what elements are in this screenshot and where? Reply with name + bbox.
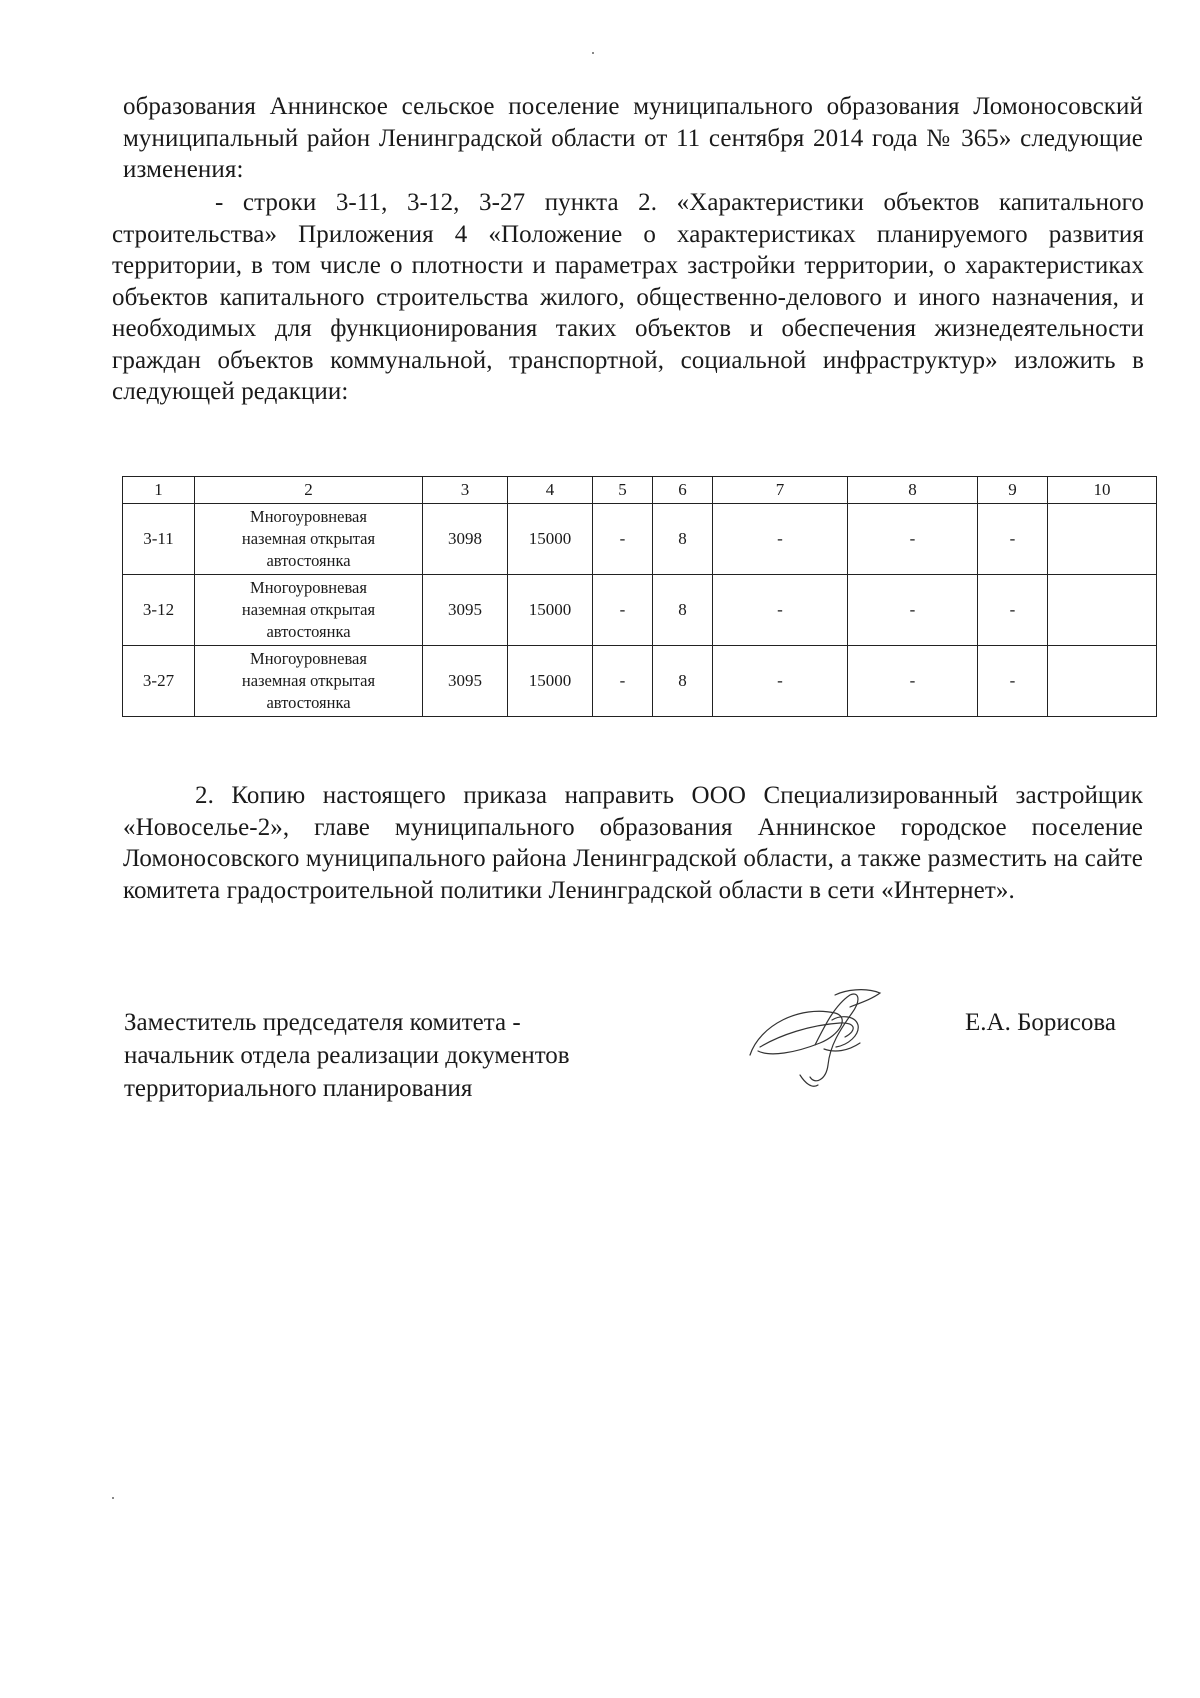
table-header-cell: 1 — [123, 477, 195, 504]
table-header-cell: 5 — [593, 477, 653, 504]
handwritten-signature — [740, 985, 900, 1095]
table-cell — [1048, 575, 1157, 646]
table-cell-object-name — [195, 504, 423, 575]
object-name-line: наземная открытая — [241, 600, 376, 619]
table-cell: 15000 — [508, 575, 593, 646]
paragraph-3 — [123, 780, 1143, 906]
table-cell: - — [593, 575, 653, 646]
table-cell: 3095 — [423, 646, 508, 717]
table-header-cell: 6 — [653, 477, 713, 504]
table-cell: - — [848, 504, 978, 575]
signatory-title-line: Заместитель председателя комитета - — [124, 1009, 521, 1036]
table-cell: - — [713, 646, 848, 717]
paragraph-3-text: 2. Копию настоящего приказа направить ООО Специализированный застройщик «Новоселье-2», главе муниципального образования Аннинское городское поселение Ломоносовского муниципального района Ленинградской области, а также разместить на сайте комитета градостроительной политики Ленинградской области в сети «Интернет». — [123, 782, 1143, 904]
table-header-cell: 7 — [713, 477, 848, 504]
table-header-cell: 2 — [195, 477, 423, 504]
table-row — [123, 646, 1157, 717]
object-name-line: автостоянка — [266, 693, 351, 712]
object-name-line: Многоуровневая — [250, 578, 367, 597]
object-name-line: автостоянка — [266, 551, 351, 570]
table-cell: - — [713, 575, 848, 646]
table-cell — [1048, 646, 1157, 717]
scan-speck — [112, 1497, 114, 1499]
table-cell: - — [713, 504, 848, 575]
table-cell: 15000 — [508, 646, 593, 717]
paragraph-2-text: - строки 3-11, 3-12, 3-27 пункта 2. «Характеристики объектов капитального строительства» Приложения 4 «Положение о характеристиках планируемого развития территории, в том числе о плотности и параметрах застройки территории, о характеристиках объектов капитального строительства жилого, общественно-делового и иного назначения, и необходимых для функционирования таких объектов и обеспечения жизнедеятельности граждан объектов коммунальной, транспортной, социальной инфраструктур» изложить в следующей редакции: — [112, 189, 1144, 405]
signatory-name: Е.А. Борисова — [965, 1009, 1116, 1036]
object-name-line: автостоянка — [266, 622, 351, 641]
table-cell-object-name — [195, 575, 423, 646]
object-name-line: Многоуровневая — [250, 649, 367, 668]
table-cell: 15000 — [508, 504, 593, 575]
table-cell: - — [848, 646, 978, 717]
table-cell: - — [978, 504, 1048, 575]
table-cell: 8 — [653, 504, 713, 575]
table-cell: - — [848, 575, 978, 646]
object-name-line: наземная открытая — [241, 671, 376, 690]
table-header-cell: 4 — [508, 477, 593, 504]
table-cell — [1048, 504, 1157, 575]
scan-speck — [592, 52, 594, 54]
object-name-line: Многоуровневая — [250, 507, 367, 526]
table-header-cell: 3 — [423, 477, 508, 504]
paragraph-1-text: образования Аннинское сельское поселение муниципального образования Ломоносовский муниципальный район Ленинградской области от 11 сентября 2014 года № 365» следующие изменения: — [123, 93, 1143, 183]
table-cell-object-name — [195, 646, 423, 717]
table-row — [123, 575, 1157, 646]
table-header-cell: 8 — [848, 477, 978, 504]
table-cell: 3095 — [423, 575, 508, 646]
signatory-title — [124, 1006, 570, 1105]
table-cell: - — [978, 646, 1048, 717]
table-cell: - — [978, 575, 1048, 646]
table-cell: - — [593, 646, 653, 717]
table-cell: 8 — [653, 575, 713, 646]
signatory-title-line: начальник отдела реализации документов — [124, 1042, 570, 1069]
amendment-table — [122, 476, 1157, 717]
table-cell: 3-27 — [123, 646, 195, 717]
paragraph-2 — [112, 187, 1144, 408]
table-cell: - — [593, 504, 653, 575]
table-row — [123, 504, 1157, 575]
paragraph-1 — [123, 91, 1143, 186]
table-header-cell: 9 — [978, 477, 1048, 504]
table-header-row — [123, 477, 1157, 504]
table-cell: 3-11 — [123, 504, 195, 575]
table-cell: 3098 — [423, 504, 508, 575]
table-cell: 8 — [653, 646, 713, 717]
table-cell: 3-12 — [123, 575, 195, 646]
signatory-title-line: территориального планирования — [124, 1075, 473, 1102]
object-name-line: наземная открытая — [241, 529, 376, 548]
table-header-cell: 10 — [1048, 477, 1157, 504]
